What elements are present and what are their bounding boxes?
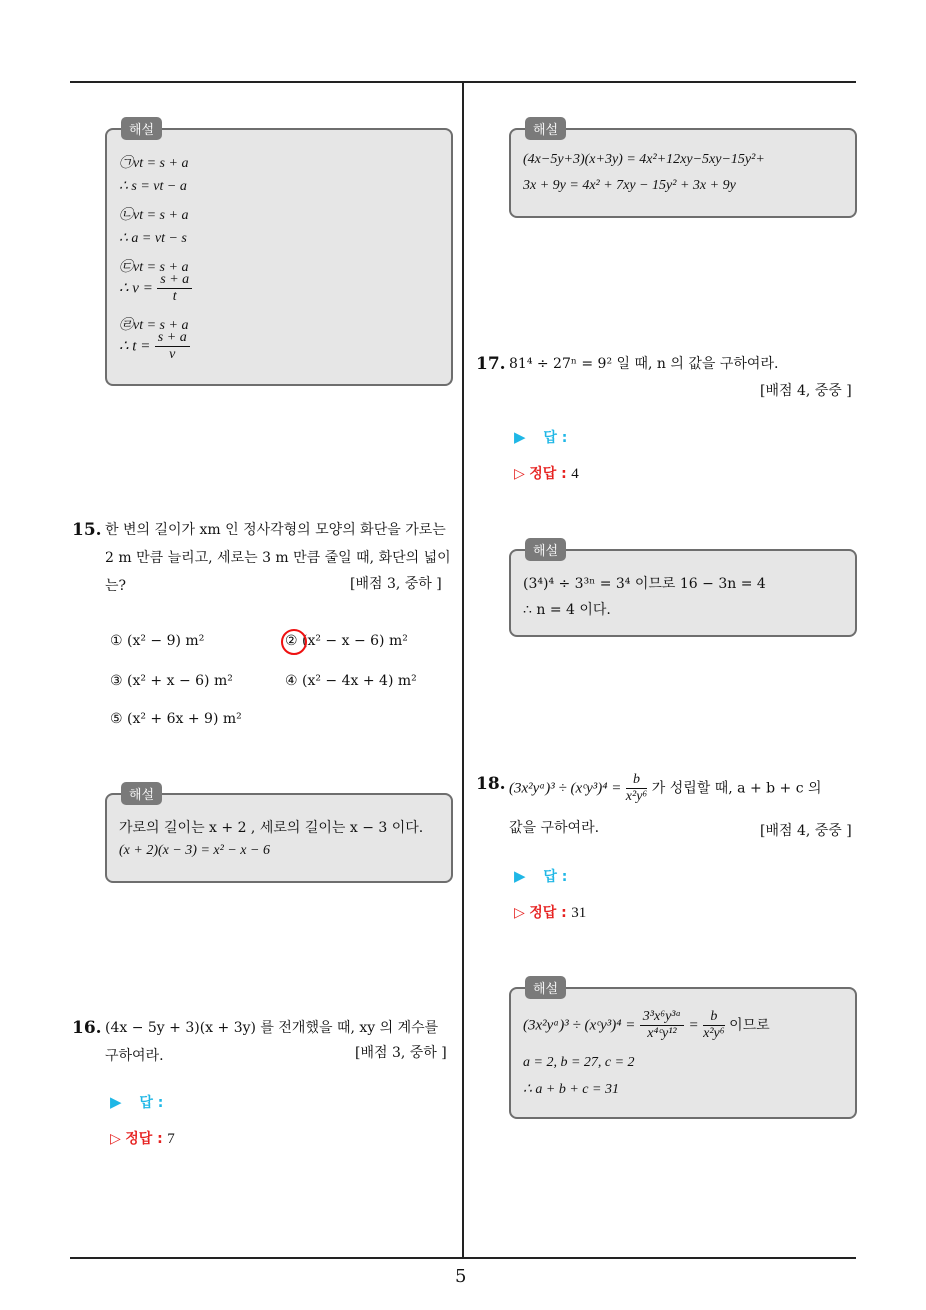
solution-line: ∴ a = vt − s — [119, 231, 187, 246]
choice-3[interactable]: ③ (x² + x − 6) m² — [110, 673, 233, 689]
correct-label: 정답 : — [529, 466, 567, 482]
outline-play-icon: ▷ — [514, 466, 525, 482]
question-meta: [배점 4, 중중 ] — [760, 823, 852, 839]
question-text: 한 변의 길이가 xm 인 정사각형의 모양의 화단을 가로는 2 m 만큼 늘리고, 세로는 3 m 만큼 줄일 때, 화단의 넓이는? — [105, 522, 451, 594]
answer-label: 답 : — [139, 1095, 164, 1111]
question-text: (3x²yᵃ)³ ÷ (xᶜy³)⁴ = $\frac{b}{\text{x²y⁶}}$ 가 성립할 때, a + b + c 의 — [509, 772, 822, 804]
page-number: 5 — [455, 1266, 467, 1287]
question-number: 17. — [476, 354, 506, 374]
solution-line: ㉡vt = s + a — [119, 208, 189, 223]
solution-line: (4x−5y+3)(x+3y) = 4x²+12xy−5xy−15y²+ — [523, 152, 765, 167]
fraction: $\frac{b}{\text{x²y⁶}}$ — [703, 1009, 725, 1041]
question-text-line2: 값을 구하여라. — [509, 820, 600, 836]
question-number: 18. — [476, 774, 506, 794]
q15-solution-box — [105, 788, 453, 883]
play-icon: ▶ — [514, 428, 526, 446]
play-icon: ▶ — [514, 867, 526, 885]
fraction: $\frac{\text{3³x⁶y³ᵃ}}{\text{x⁴ᶜy¹²}}$ — [640, 1009, 684, 1042]
choice-5[interactable]: ⑤ (x² + 6x + 9) m² — [110, 711, 242, 727]
bottom-rule — [70, 1257, 856, 1259]
solution-tag: 해설 — [525, 117, 566, 140]
solution-line: ㉣vt = s + a — [119, 318, 189, 333]
correct-value: 31 — [571, 905, 587, 921]
choice-2[interactable]: ② (x² − x − 6) m² — [285, 633, 408, 649]
correct-label: 정답 : — [125, 1131, 163, 1147]
question-text: 81⁴ ÷ 27ⁿ = 9² 일 때, n 의 값을 구하여라. — [509, 356, 779, 372]
solution-tag: 해설 — [121, 117, 162, 140]
question-number: 16. — [72, 1018, 102, 1038]
q17-solution-box — [509, 544, 857, 637]
solution-line: ㉢vt = s + a — [119, 260, 189, 275]
solution-line: ∴ s = vt − a — [119, 179, 187, 194]
correct-answer-row — [514, 463, 579, 483]
question-number: 15. — [72, 520, 102, 540]
column-divider — [462, 82, 464, 1258]
answer-label: 답 : — [543, 869, 568, 885]
q18-solution-box — [509, 982, 857, 1119]
fraction: $\frac{b}{\text{x²y⁶}}$ — [625, 772, 648, 804]
question-text: (4x − 5y + 3)(x + 3y) 를 전개했을 때, xy 의 계수를 구하여라. — [105, 1020, 439, 1064]
answer-row — [514, 866, 567, 886]
correct-value: 4 — [571, 466, 579, 482]
outline-play-icon: ▷ — [514, 905, 525, 921]
correct-value: 7 — [167, 1131, 175, 1147]
solution-tag: 해설 — [525, 976, 566, 999]
solution-line: 3x + 9y = 4x² + 7xy − 15y² + 3x + 9y — [523, 178, 736, 193]
solution-line-fraction: ∴ v = $\frac{s + a}{t}$ — [119, 272, 192, 305]
choice-1[interactable]: ① (x² − 9) m² — [110, 633, 205, 649]
solution-line-fraction: (3x²yᵃ)³ ÷ (xᶜy³)⁴ = $\frac{\text{3³x⁶y³ᵃ}}{\text{x⁴ᶜy¹²}}$ = $\frac{b}{\text{x²y⁶}}$ 이므로 — [523, 1009, 770, 1041]
fraction: $\frac{s + a}{t}$ — [157, 272, 192, 305]
q16-solution-box — [509, 123, 857, 218]
solution-line: ∴ a + b + c = 31 — [523, 1082, 619, 1097]
solution-tag: 해설 — [121, 782, 162, 805]
question-meta: [배점 3, 중하 ] — [355, 1045, 447, 1061]
q14-solution-box — [105, 123, 453, 386]
answer-row — [514, 427, 567, 447]
question-meta: [배점 3, 중하 ] — [350, 576, 442, 592]
solution-line: (x + 2)(x − 3) = x² − x − 6 — [119, 843, 270, 858]
choice-4[interactable]: ④ (x² − 4x + 4) m² — [285, 673, 417, 689]
selected-circle-mark — [281, 629, 307, 655]
fraction: $\frac{s + a}{v}$ — [155, 330, 190, 363]
solution-line: a = 2, b = 27, c = 2 — [523, 1055, 635, 1070]
answer-row — [110, 1092, 163, 1112]
play-icon: ▶ — [110, 1093, 122, 1111]
solution-line: 가로의 길이는 x + 2 , 세로의 길이는 x − 3 이다. — [119, 820, 424, 836]
correct-label: 정답 : — [529, 905, 567, 921]
solution-tag: 해설 — [525, 538, 566, 561]
solution-line: (3⁴)⁴ ÷ 3³ⁿ = 3⁴ 이므로 16 − 3n = 4 — [523, 576, 766, 592]
answer-label: 답 : — [543, 430, 568, 446]
solution-line: ㉠vt = s + a — [119, 156, 189, 171]
solution-line: ∴ n = 4 이다. — [523, 602, 611, 618]
correct-answer-row — [514, 902, 586, 922]
solution-line-fraction: ∴ t = $\frac{s + a}{v}$ — [119, 330, 190, 363]
outline-play-icon: ▷ — [110, 1131, 121, 1147]
question-meta: [배점 4, 중중 ] — [760, 383, 852, 399]
correct-answer-row — [110, 1128, 175, 1148]
